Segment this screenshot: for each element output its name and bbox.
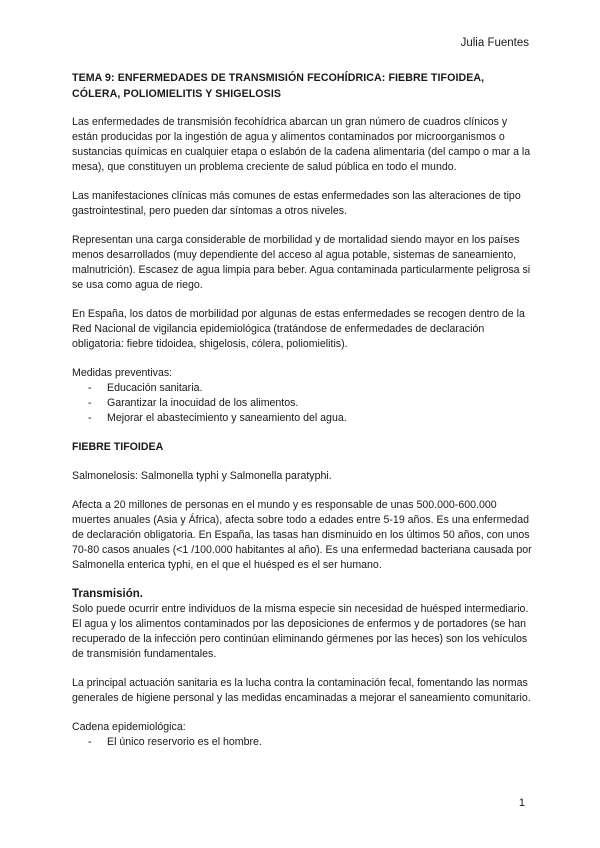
document-body xyxy=(72,70,532,764)
preventive-label: Medidas preventivas: xyxy=(72,367,173,379)
paragraph-actuacion: La principal actuación sanitaria es la lucha contra la contaminación fecal, fomentando las normas generales de higiene personal y las medidas encaminadas a mejorar el saneamiento comunitario. xyxy=(72,677,531,704)
paragraph-spain: En España, los datos de morbilidad por algunas de estas enfermedades se recogen dentro de la Red Nacional de vigilancia epidemiológica (tratándose de enfermedades de declaración obligatoria: fiebre tidoidea, shigelosis, cólera, poliomielitis). xyxy=(72,308,525,350)
paragraph-epidemiology: Afecta a 20 millones de personas en el mundo y es responsable de unas 500.000-600.000 muertes anuales (Asia y África), afecta sobre todo a edades entre 5-19 años. Es una enfermedad de declaración obligatoria. En España, las tasas han disminuido en los últimos 50 años, con unos 70-80 casos anuales (<1 /100.000 habitantes al año). Es una enfermedad bacteriana causada por Salmonella enterica typhi, en el que el huésped es el ser humano. xyxy=(72,499,532,571)
list-item: - Educación sanitaria. xyxy=(88,382,203,394)
list-item: - El único reservorio es el hombre. xyxy=(88,736,262,748)
paragraph-transmision: Solo puede ocurrir entre individuos de la misma especie sin necesidad de huésped intermediario. El agua y los alimentos contaminados por las deposiciones de enfermos y de portadores (se han recuperado de la infección pero continúan eliminando gérmenes por las heces) son los vehículos de transmisión fundamentales. xyxy=(72,603,529,660)
page-number: 1 xyxy=(518,797,525,809)
dash-bullet: - xyxy=(88,382,92,394)
paragraph-burden: Representan una carga considerable de morbilidad y de mortalidad siendo mayor en los países menos desarrollados (muy dependiente del acceso al agua potable, sistemas de saneamiento, malnutrición). Escasez de agua limpia para beber. Agua contaminada particularmente peligrosa si se usa como agua de riego. xyxy=(72,234,531,291)
list-item: - Mejorar el abastecimiento y saneamiento del agua. xyxy=(88,412,347,424)
section-heading-fiebre-tifoidea: FIEBRE TIFOIDEA xyxy=(72,441,164,453)
subheading-transmision: Transmisión. xyxy=(72,588,143,600)
list-item: - Garantizar la inocuidad de los alimentos. xyxy=(88,397,299,409)
paragraph-manifestations: Las manifestaciones clínicas más comunes de estas enfermedades son las alteraciones de tipo gastrointestinal, pero pueden dar síntomas a otros niveles. xyxy=(72,190,521,217)
dash-bullet: - xyxy=(88,412,92,424)
dash-bullet: - xyxy=(88,397,92,409)
paragraph-intro: Las enfermedades de transmisión fecohídrica abarcan un gran número de cuadros clínicos y están producidas por la ingestión de agua y alimentos contaminados por microorganismos o sustancias químicas en cualquier etapa o eslabón de la cadena alimentaria (del campo o mar a la mesa), que constituyen un problema creciente de salud pública en todo el mundo. xyxy=(72,116,531,173)
document-title: TEMA 9: ENFERMEDADES DE TRANSMISIÓN FECOHÍDRICA: FIEBRE TIFOIDEA, CÓLERA, POLIOMIELITIS Y SHIGELOSIS xyxy=(72,72,485,100)
cadena-list xyxy=(72,735,532,750)
cadena-label: Cadena epidemiológica: xyxy=(72,721,186,733)
header-author: Julia Fuentes xyxy=(460,37,529,49)
dash-bullet: - xyxy=(88,736,92,748)
paragraph-salmonelosis: Salmonelosis: Salmonella typhi y Salmonella paratyphi. xyxy=(72,470,332,482)
preventive-list xyxy=(72,381,532,426)
